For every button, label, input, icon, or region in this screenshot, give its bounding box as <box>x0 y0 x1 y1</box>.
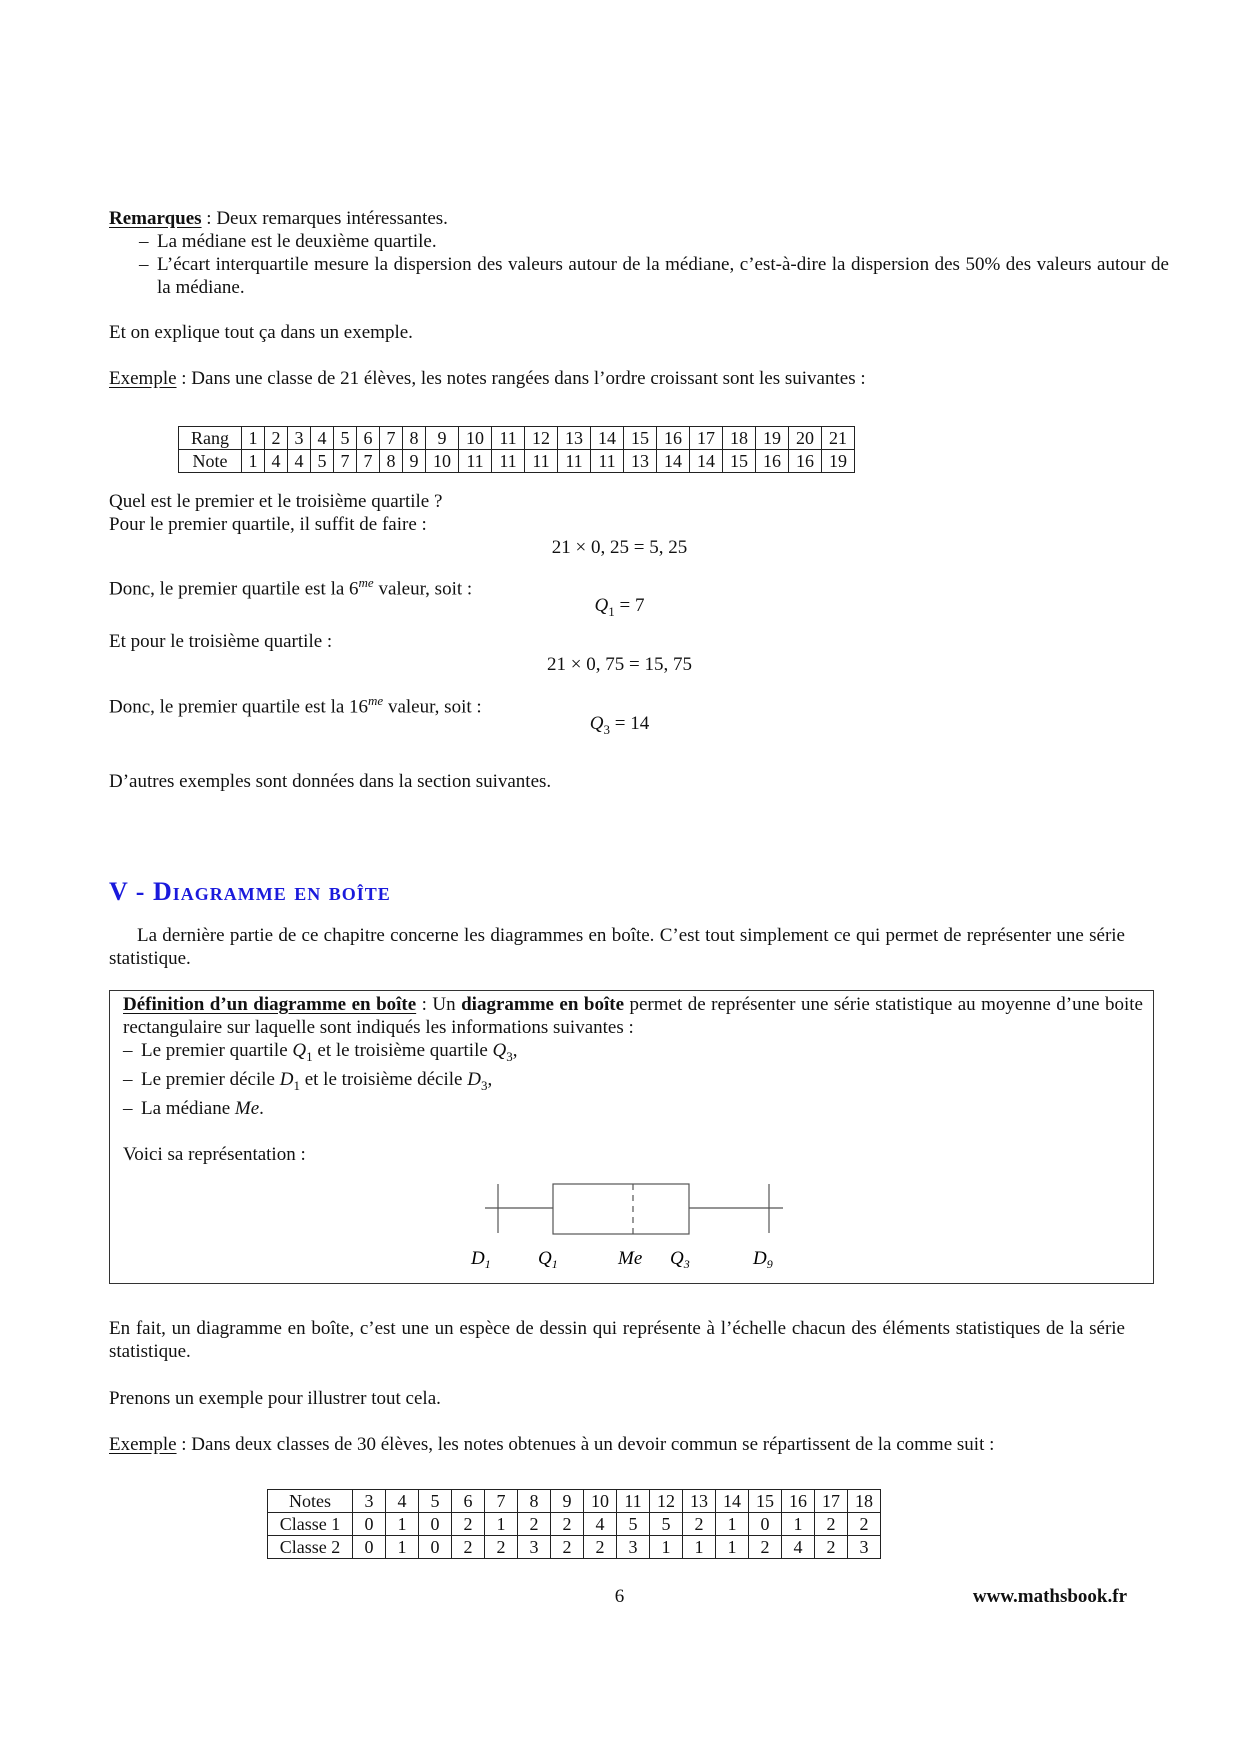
table-cell: 18 <box>848 1490 881 1513</box>
table-cell: 16 <box>782 1490 815 1513</box>
table-cell: 8 <box>380 450 403 473</box>
table-row <box>268 1513 881 1536</box>
table-cell: 2 <box>815 1536 848 1559</box>
q3-symbol: Q <box>589 713 604 734</box>
item-text: , <box>487 1068 493 1090</box>
q3-subscript: 3 <box>603 721 610 737</box>
table-cell: 17 <box>815 1490 848 1513</box>
table-cell: 1 <box>485 1513 518 1536</box>
table-cell: 6 <box>452 1490 485 1513</box>
table-cell: 5 <box>617 1513 650 1536</box>
table-cell: 0 <box>749 1513 782 1536</box>
table-cell: 15 <box>723 450 756 473</box>
remarques-intro: : Deux remarques intéressantes. <box>201 208 448 229</box>
table-cell: 0 <box>419 1536 452 1559</box>
donc2-end: valeur, soit : <box>383 696 482 718</box>
table-cell: 4 <box>584 1513 617 1536</box>
first-quartile-intro: Pour le premier quartile, il suffit de faire : <box>109 514 427 535</box>
table-cell: 14 <box>657 450 690 473</box>
table-cell: 7 <box>357 450 380 473</box>
remarques-list <box>109 230 1169 299</box>
table-cell: 14 <box>716 1490 749 1513</box>
item-text: et le troisième décile <box>299 1068 468 1090</box>
quartile-question: Quel est le premier et le troisième quartile ? <box>109 491 443 512</box>
item-subscript: 1 <box>306 1048 313 1064</box>
prenons-text: Prenons un exemple pour illustrer tout cela. <box>109 1388 441 1409</box>
table-cell: 11 <box>591 450 624 473</box>
definition-box <box>109 990 1154 1284</box>
table-cell: 0 <box>353 1513 386 1536</box>
table-cell: 12 <box>525 427 558 450</box>
table-cell: 10 <box>459 427 492 450</box>
item-subscript: 3 <box>480 1077 488 1093</box>
table-cell: 6 <box>357 427 380 450</box>
table-cell: 2 <box>584 1536 617 1559</box>
table-cell: 3 <box>518 1536 551 1559</box>
row-header-cell: Notes <box>268 1490 353 1513</box>
item-symbol: D <box>467 1068 481 1090</box>
q1-value: = 7 <box>614 595 645 616</box>
label-d9: $D_9$ <box>753 1248 773 1271</box>
quartile-box <box>553 1184 689 1234</box>
table-cell: 1 <box>242 450 265 473</box>
q1-equation <box>0 594 1239 624</box>
example2-label: Exemple <box>109 1434 177 1455</box>
table-cell: 19 <box>822 450 855 473</box>
item-subscript: 3 <box>506 1048 513 1064</box>
page-number: 6 <box>614 1586 625 1607</box>
item-text: La médiane <box>141 1097 235 1119</box>
item-symbol: Q <box>492 1040 507 1061</box>
table-cell: 2 <box>551 1513 584 1536</box>
table-cell: 19 <box>756 427 789 450</box>
en-fait-paragraph: En fait, un diagramme en boîte, c’est une un espèce de dessin qui représente à l’échelle chacun des éléments statistiques de la série statistique. <box>109 1318 1125 1362</box>
table-row <box>179 450 855 473</box>
table-cell: 12 <box>650 1490 683 1513</box>
table-cell: 10 <box>584 1490 617 1513</box>
label-d1: $D_1$ <box>471 1248 491 1271</box>
table-cell: 2 <box>749 1536 782 1559</box>
table-cell: 4 <box>311 427 334 450</box>
equation-third-quartile: 21 × 0, 75 = 15, 75 <box>547 654 692 675</box>
donc2-sup: me <box>368 693 384 708</box>
item-text: Le premier décile <box>141 1068 280 1090</box>
table-cell: 2 <box>485 1536 518 1559</box>
table-cell: 3 <box>353 1490 386 1513</box>
table-cell: 3 <box>288 427 311 450</box>
table-cell: 1 <box>716 1513 749 1536</box>
table-cell: 15 <box>749 1490 782 1513</box>
definition-text: permet de représenter une série statistique au moyenne d’une boite rectangulaire sur laquelle sont indiqués les informations suivantes : <box>123 994 1143 1038</box>
table-cell: 0 <box>353 1536 386 1559</box>
q3-equation <box>0 712 1239 742</box>
list-item: – La médiane est le deuxième quartile. <box>109 230 1133 253</box>
table-cell: 16 <box>756 450 789 473</box>
table-cell: 13 <box>683 1490 716 1513</box>
row-header-cell: Classe 1 <box>268 1513 353 1536</box>
list-item: – L’écart interquartile mesure la dispersion des valeurs autour de la médiane, c’est-à-dire la dispersion des 50% des valeurs autour de la médiane. <box>109 253 1169 299</box>
table-cell: 17 <box>690 427 723 450</box>
table-cell: 3 <box>617 1536 650 1559</box>
table-cell: 1 <box>386 1513 419 1536</box>
third-quartile-intro: Et pour le troisième quartile : <box>109 631 333 652</box>
table-cell: 4 <box>288 450 311 473</box>
q1-symbol: Q <box>594 595 609 616</box>
table-cell: 21 <box>822 427 855 450</box>
explain-text: Et on explique tout ça dans un exemple. <box>109 322 413 343</box>
table-cell: 4 <box>265 450 288 473</box>
donc1-sup: me <box>358 575 374 590</box>
classes-notes-table <box>267 1489 881 1559</box>
table-cell: 5 <box>334 427 357 450</box>
table-cell: 11 <box>617 1490 650 1513</box>
definition-colon: : Un <box>416 994 462 1015</box>
table-cell: 2 <box>518 1513 551 1536</box>
other-examples-text: D’autres exemples sont données dans la section suivantes. <box>109 771 552 792</box>
item-text: Le premier quartile <box>141 1040 293 1061</box>
definition-label: Définition d’un diagramme en boîte <box>123 994 417 1015</box>
table-cell: 1 <box>782 1513 815 1536</box>
table-row <box>179 427 855 450</box>
table-cell: 1 <box>683 1536 716 1559</box>
section-intro: La dernière partie de ce chapitre concerne les diagrammes en boîte. C’est tout simplement ce qui permet de représenter une série statistique. <box>109 925 1125 969</box>
table-cell: 13 <box>558 427 591 450</box>
table-cell: 8 <box>518 1490 551 1513</box>
table-cell: 13 <box>624 450 657 473</box>
table-row <box>268 1490 881 1513</box>
table-cell: 2 <box>265 427 288 450</box>
table-cell: 18 <box>723 427 756 450</box>
rank-notes-table <box>178 426 855 473</box>
table-cell: 2 <box>551 1536 584 1559</box>
table-cell: 3 <box>848 1536 881 1559</box>
table-cell: 14 <box>591 427 624 450</box>
label-q3: $Q_3$ <box>670 1248 690 1271</box>
table-cell: 11 <box>459 450 492 473</box>
example2-paragraph <box>109 1433 1133 1456</box>
table-cell: 14 <box>690 450 723 473</box>
row-header-cell: Classe 2 <box>268 1536 353 1559</box>
remarques-label: Remarques <box>109 208 202 229</box>
table-cell: 5 <box>419 1490 452 1513</box>
table-cell: 1 <box>242 427 265 450</box>
table-cell: 7 <box>380 427 403 450</box>
table-cell: 4 <box>386 1490 419 1513</box>
donc1-text: Donc, le premier quartile est la 6 <box>109 578 359 600</box>
footer-url: www.mathsbook.fr <box>972 1586 1127 1607</box>
table-cell: 5 <box>650 1513 683 1536</box>
table-cell: 11 <box>558 450 591 473</box>
row-header-cell: Rang <box>179 427 242 450</box>
table-cell: 7 <box>485 1490 518 1513</box>
section-title: Diagramme en boîte <box>152 877 391 906</box>
example1-paragraph <box>109 367 1133 390</box>
table-cell: 16 <box>657 427 690 450</box>
table-cell: 15 <box>624 427 657 450</box>
table-cell: 10 <box>426 450 459 473</box>
table-cell: 9 <box>426 427 459 450</box>
table-cell: 2 <box>452 1513 485 1536</box>
donc2-text: Donc, le premier quartile est la 16 <box>109 696 369 718</box>
example1-label: Exemple <box>109 368 177 389</box>
q3-value: = 14 <box>610 713 650 734</box>
table-cell: 2 <box>452 1536 485 1559</box>
section-number: V - <box>109 877 153 906</box>
label-q1: $Q_1$ <box>538 1248 558 1271</box>
table-cell: 9 <box>403 450 426 473</box>
item-text: , <box>512 1040 518 1061</box>
remarques-block <box>109 207 1169 299</box>
table-cell: 1 <box>650 1536 683 1559</box>
table-cell: 20 <box>789 427 822 450</box>
section-heading <box>109 877 391 907</box>
item-symbol: Me <box>234 1097 260 1119</box>
table-row <box>268 1536 881 1559</box>
table-cell: 4 <box>782 1536 815 1559</box>
table-cell: 11 <box>492 427 525 450</box>
table-cell: 1 <box>386 1536 419 1559</box>
item-text: et le troisième quartile <box>312 1040 493 1061</box>
table-cell: 8 <box>403 427 426 450</box>
definition-term: diagramme en boîte <box>461 994 625 1015</box>
table-cell: 1 <box>716 1536 749 1559</box>
table-cell: 9 <box>551 1490 584 1513</box>
voici-text: Voici sa représentation : <box>123 1143 306 1165</box>
table-cell: 11 <box>492 450 525 473</box>
label-me: Me <box>618 1248 643 1269</box>
table-cell: 11 <box>525 450 558 473</box>
table-cell: 16 <box>789 450 822 473</box>
table-cell: 2 <box>815 1513 848 1536</box>
box-plot-diagram <box>110 991 1153 1283</box>
table-cell: 2 <box>683 1513 716 1536</box>
item-text: . <box>259 1097 264 1119</box>
table-cell: 7 <box>334 450 357 473</box>
q1-subscript: 1 <box>608 603 615 619</box>
equation-first-quartile: 21 × 0, 25 = 5, 25 <box>551 537 688 558</box>
item-symbol: D <box>279 1068 294 1090</box>
table-cell: 0 <box>419 1513 452 1536</box>
item-symbol: Q <box>292 1040 307 1061</box>
item-subscript: 1 <box>293 1077 300 1093</box>
donc1-end: valeur, soit : <box>373 578 473 600</box>
example1-text: : Dans une classe de 21 élèves, les notes rangées dans l’ordre croissant sont les suivantes : <box>176 368 866 389</box>
table-cell: 5 <box>311 450 334 473</box>
table-cell: 2 <box>848 1513 881 1536</box>
row-header-cell: Note <box>179 450 242 473</box>
example2-text: : Dans deux classes de 30 élèves, les notes obtenues à un devoir commun se répartissent de la comme suit : <box>176 1434 995 1455</box>
